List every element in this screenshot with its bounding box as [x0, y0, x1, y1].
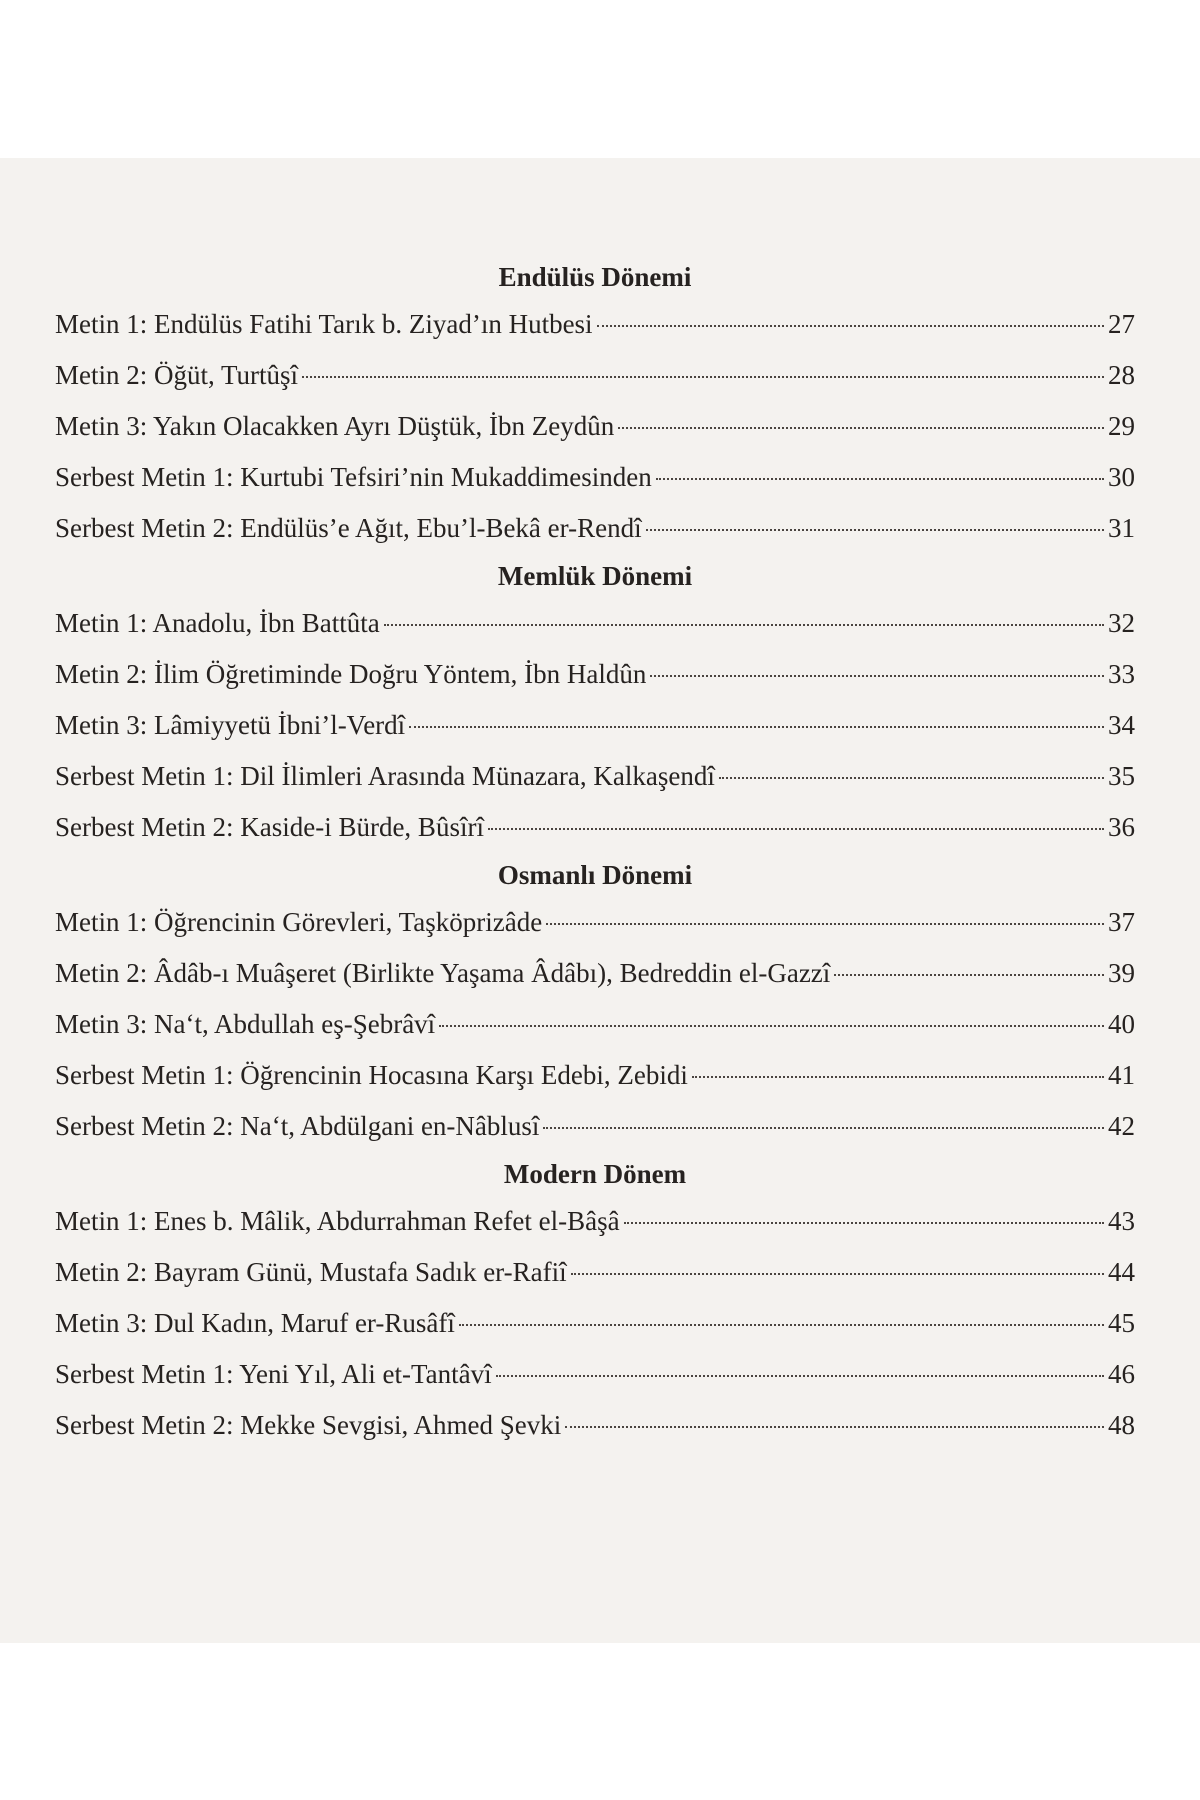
dot-leader	[565, 1426, 1104, 1428]
toc-entry	[55, 598, 1135, 649]
page-number: 35	[1108, 761, 1135, 791]
dot-leader	[384, 624, 1104, 626]
entry-title: Metin 2: İlim Öğretiminde Doğru Yöntem, İbn Haldûn	[55, 659, 647, 689]
toc-entry	[55, 401, 1135, 452]
entry-title: Serbest Metin 2: Endülüs’e Ağıt, Ebu’l-Bekâ er-Rendî	[55, 513, 642, 543]
section-heading-modern: Modern Dönem	[503, 1159, 687, 1189]
dot-leader	[597, 325, 1104, 327]
page-number: 43	[1108, 1206, 1135, 1236]
page-number: 27	[1108, 309, 1135, 339]
entry-title: Metin 3: Yakın Olacakken Ayrı Düştük, İbn Zeydûn	[55, 411, 615, 441]
dot-leader	[646, 529, 1104, 531]
toc-entry	[55, 503, 1135, 554]
page-number: 37	[1108, 907, 1135, 937]
section-heading-osmanli: Osmanlı Dönemi	[497, 860, 693, 890]
toc-entry	[55, 350, 1135, 401]
page-number: 42	[1108, 1111, 1135, 1141]
entry-title: Metin 2: Bayram Günü, Mustafa Sadık er-Rafiî	[55, 1257, 567, 1287]
toc-entry	[55, 948, 1135, 999]
toc-entry	[55, 1298, 1135, 1349]
dot-leader	[719, 777, 1104, 779]
table-of-contents	[55, 255, 1135, 1451]
entry-title: Metin 2: Âdâb-ı Muâşeret (Birlikte Yaşama Âdâbı), Bedreddin el-Gazzî	[55, 958, 831, 988]
section-heading-endulus: Endülüs Dönemi	[498, 262, 692, 292]
dot-leader	[571, 1273, 1104, 1275]
toc-entry	[55, 802, 1135, 853]
page-number: 46	[1108, 1359, 1135, 1389]
dot-leader	[656, 478, 1104, 480]
toc-entry	[55, 452, 1135, 503]
dot-leader	[834, 974, 1104, 976]
dot-leader	[496, 1375, 1104, 1377]
dot-leader	[409, 726, 1104, 728]
page-number: 36	[1108, 812, 1135, 842]
page-number: 31	[1108, 513, 1135, 543]
page-number: 48	[1108, 1410, 1135, 1440]
entry-title: Serbest Metin 2: Kaside-i Bürde, Bûsîrî	[55, 812, 484, 842]
dot-leader	[692, 1076, 1104, 1078]
toc-entry	[55, 1101, 1135, 1152]
page-number: 34	[1108, 710, 1135, 740]
toc-entry	[55, 999, 1135, 1050]
dot-leader	[439, 1025, 1104, 1027]
dot-leader	[543, 1127, 1104, 1129]
entry-title: Metin 2: Öğüt, Turtûşî	[55, 360, 299, 390]
entry-title: Metin 3: Lâmiyyetü İbni’l-Verdî	[55, 710, 406, 740]
toc-entry	[55, 1196, 1135, 1247]
section-heading-memluk: Memlük Dönemi	[497, 561, 693, 591]
dot-leader	[618, 427, 1104, 429]
entry-title: Serbest Metin 1: Dil İlimleri Arasında Münazara, Kalkaşendî	[55, 761, 715, 791]
entry-title: Metin 1: Endülüs Fatihi Tarık b. Ziyad’ın Hutbesi	[55, 309, 593, 339]
toc-entry	[55, 700, 1135, 751]
page-number: 41	[1108, 1060, 1135, 1090]
dot-leader	[459, 1324, 1104, 1326]
toc-entry	[55, 1247, 1135, 1298]
entry-title: Metin 1: Anadolu, İbn Battûta	[55, 608, 380, 638]
page-number: 45	[1108, 1308, 1135, 1338]
toc-entry	[55, 1050, 1135, 1101]
page-number: 40	[1108, 1009, 1135, 1039]
page-number: 29	[1108, 411, 1135, 441]
entry-title: Serbest Metin 1: Öğrencinin Hocasına Karşı Edebi, Zebidi	[55, 1060, 688, 1090]
entry-title: Metin 3: Dul Kadın, Maruf er-Rusâfî	[55, 1308, 455, 1338]
dot-leader	[488, 828, 1104, 830]
toc-entry	[55, 1400, 1135, 1451]
dot-leader	[302, 376, 1104, 378]
entry-title: Metin 1: Enes b. Mâlik, Abdurrahman Refet el-Bâşâ	[55, 1206, 620, 1236]
toc-entry	[55, 751, 1135, 802]
entry-title: Serbest Metin 2: Na‘t, Abdülgani en-Nâblusî	[55, 1111, 540, 1141]
entry-title: Serbest Metin 1: Yeni Yıl, Ali et-Tantâvî	[55, 1359, 492, 1389]
toc-entry	[55, 1349, 1135, 1400]
entry-title: Metin 1: Öğrencinin Görevleri, Taşköprizâde	[55, 907, 543, 937]
entry-title: Metin 3: Na‘t, Abdullah eş-Şebrâvî	[55, 1009, 436, 1039]
entry-title: Serbest Metin 1: Kurtubi Tefsiri’nin Mukaddimesinden	[55, 462, 652, 492]
dot-leader	[650, 675, 1104, 677]
page-number: 33	[1108, 659, 1135, 689]
entry-title: Serbest Metin 2: Mekke Sevgisi, Ahmed Şevki	[55, 1410, 562, 1440]
toc-entry	[55, 649, 1135, 700]
page-number: 28	[1108, 360, 1135, 390]
toc-entry	[55, 897, 1135, 948]
dot-leader	[546, 923, 1104, 925]
page-number: 30	[1108, 462, 1135, 492]
page-number: 32	[1108, 608, 1135, 638]
dot-leader	[624, 1222, 1104, 1224]
page-number: 44	[1108, 1257, 1135, 1287]
toc-entry	[55, 299, 1135, 350]
page-number: 39	[1108, 958, 1135, 988]
